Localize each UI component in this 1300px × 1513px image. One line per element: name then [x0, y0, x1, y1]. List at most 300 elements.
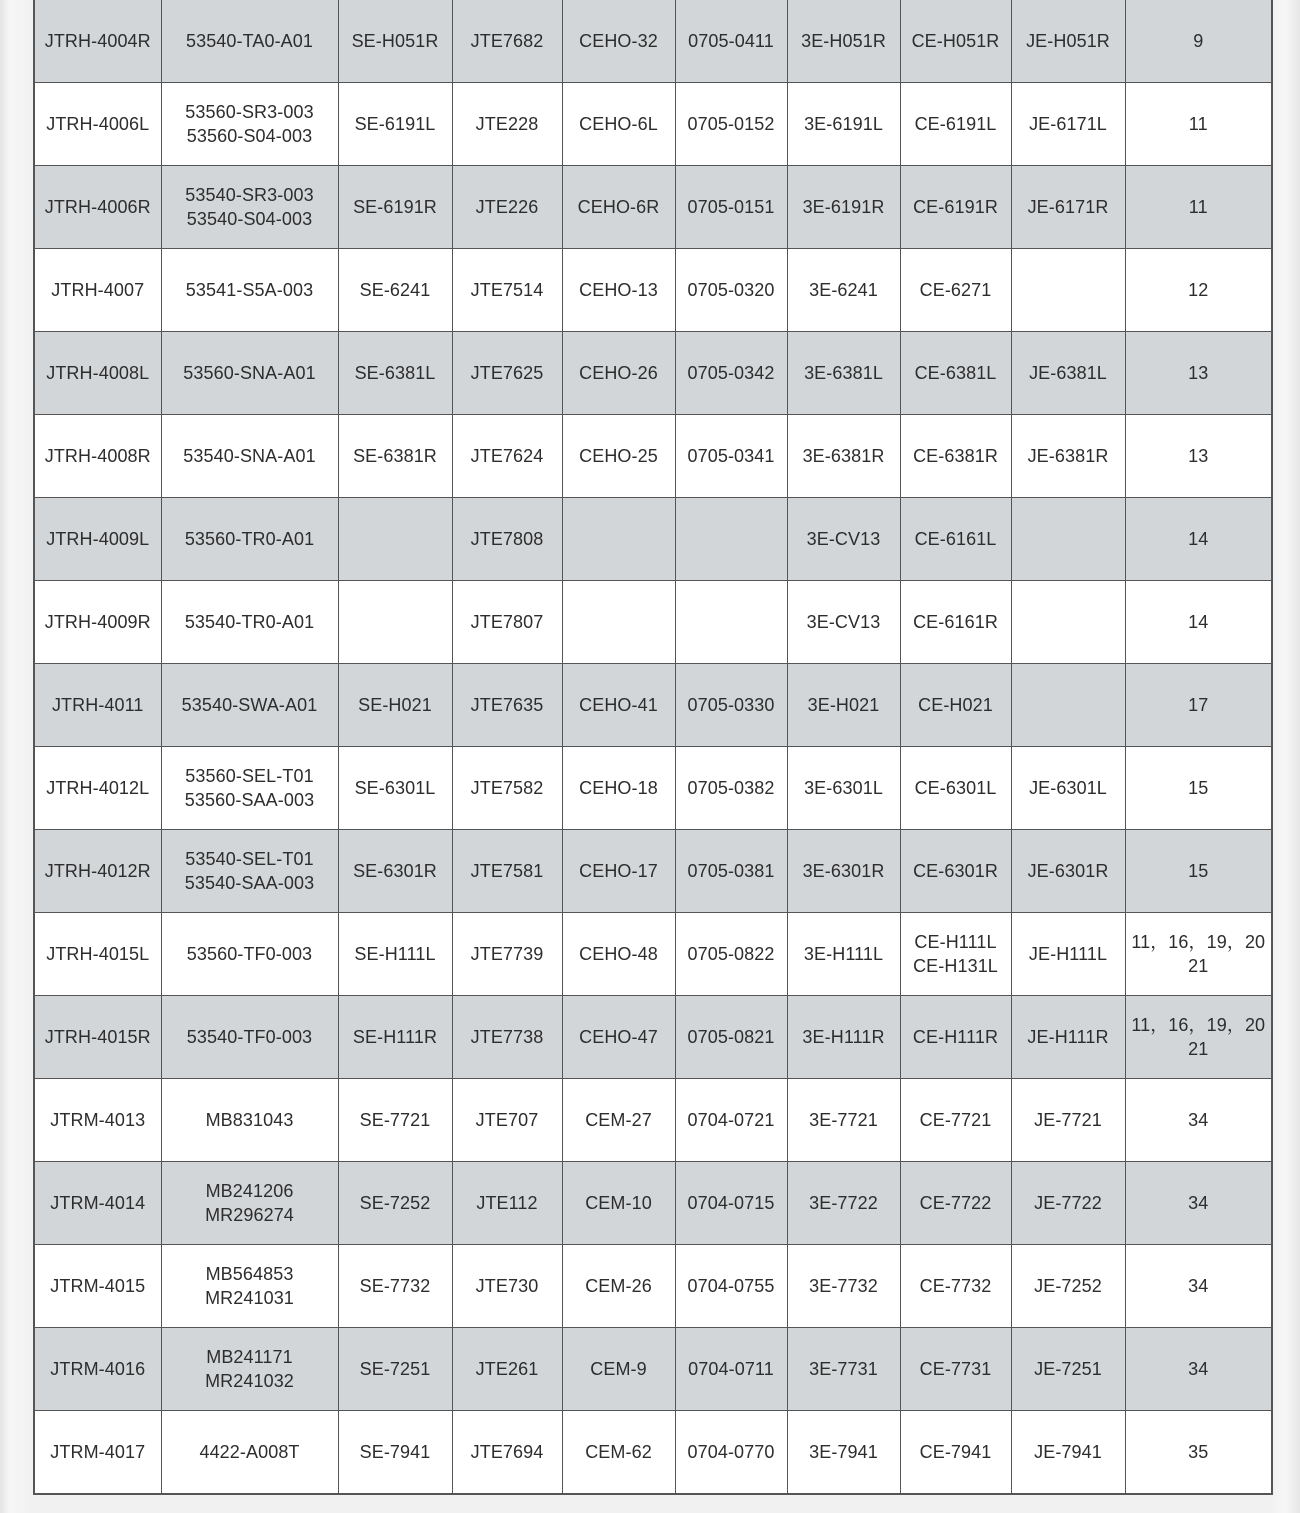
ce-ref-cell [900, 1162, 1011, 1245]
table-row [34, 498, 1272, 581]
cell-text: CE-7721 [919, 1110, 992, 1130]
3e-ref-cell [787, 1079, 900, 1162]
cell-text: JTE7514 [470, 280, 544, 300]
cell-text: JTE7694 [470, 1442, 544, 1462]
cell-text: 0705-0151 [687, 197, 775, 217]
jte-ref-cell [452, 830, 562, 913]
oem-number-cell [161, 249, 338, 332]
table-row [34, 1328, 1272, 1411]
table-body [34, 0, 1272, 1494]
je-ref-cell [1011, 0, 1125, 83]
cell-text: 53540-TA0-A01 [185, 31, 314, 51]
cell-text: 0705-0411 [688, 31, 774, 51]
part-number-cell [34, 83, 161, 166]
table-row [34, 166, 1272, 249]
ce-ref-cell [900, 1328, 1011, 1411]
je-ref-cell [1011, 332, 1125, 415]
ce-ref-cell [900, 166, 1011, 249]
cell-text: MB831043 [205, 1110, 294, 1130]
3e-ref-cell [787, 1328, 900, 1411]
part-number-cell [34, 1245, 161, 1328]
oem-number-cell [161, 415, 338, 498]
ceho-ref-cell [562, 83, 675, 166]
cell-text: CE-H051R [911, 31, 1000, 51]
se-ref-cell [338, 1079, 452, 1162]
cell-text: JE-6171R [1027, 197, 1109, 217]
cell-text: CEHO-13 [579, 280, 658, 300]
cell-text: JE-H111L [1028, 944, 1108, 964]
cell-text: JTRH-4011 [51, 695, 144, 715]
cell-text: 34 [1188, 1276, 1209, 1296]
cell-text: SE-H021 [358, 695, 432, 715]
cell-text: 53540-TR0-A01 [184, 612, 315, 632]
jte-ref-cell [452, 664, 562, 747]
ceho-ref-cell [562, 1411, 675, 1495]
code-ref-cell [675, 1079, 787, 1162]
se-ref-cell [338, 166, 452, 249]
cell-text: JTRH-4009R [44, 612, 151, 632]
3e-ref-cell [787, 1411, 900, 1495]
part-number-cell [34, 664, 161, 747]
cell-text: JTRM-4014 [50, 1193, 146, 1213]
oem-number-cell [161, 913, 338, 996]
3e-ref-cell [787, 332, 900, 415]
page-ref-cell [1125, 1162, 1272, 1245]
code-ref-cell [675, 664, 787, 747]
page-ref-cell [1125, 0, 1272, 83]
je-ref-cell [1011, 415, 1125, 498]
cell-text: CE-6161L [914, 529, 997, 549]
cell-text: JE-6381L [1029, 363, 1107, 383]
cell-text: JTRH-4004R [44, 31, 151, 51]
cell-text: 3E-6381R [802, 446, 885, 466]
cell-text: SE-7721 [359, 1110, 431, 1130]
cell-text: 13 [1188, 363, 1209, 383]
part-number-cell [34, 1162, 161, 1245]
code-ref-cell [675, 0, 787, 83]
jte-ref-cell [452, 166, 562, 249]
cell-text: JTRH-4006R [44, 197, 151, 217]
cell-text: CE-7941 [919, 1442, 992, 1462]
se-ref-cell [338, 1411, 452, 1495]
cell-text: JTRM-4015 [50, 1276, 146, 1296]
cell-text: CEM-9 [590, 1359, 647, 1379]
cell-text: 53540-SWA-A01 [181, 695, 318, 715]
ce-ref-cell [900, 996, 1011, 1079]
ceho-ref-cell [562, 581, 675, 664]
page-ref-cell [1125, 1079, 1272, 1162]
ceho-ref-cell [562, 1162, 675, 1245]
3e-ref-cell [787, 664, 900, 747]
jte-ref-cell [452, 0, 562, 83]
cell-text: JTE7625 [470, 363, 544, 383]
oem-number-cell [161, 830, 338, 913]
cell-text: CE-6381R [913, 446, 998, 466]
cell-text: 3E-H051R [801, 31, 886, 51]
ce-ref-cell [900, 0, 1011, 83]
jte-ref-cell [452, 1162, 562, 1245]
table-row [34, 913, 1272, 996]
cell-text: CE-6161R [913, 612, 998, 632]
ceho-ref-cell [562, 830, 675, 913]
cell-text: JTRM-4016 [50, 1359, 146, 1379]
cell-text: 0705-0382 [687, 778, 775, 798]
je-ref-cell [1011, 581, 1125, 664]
cell-text: 34 [1188, 1193, 1209, 1213]
page-ref-cell [1125, 664, 1272, 747]
ce-ref-cell [900, 1245, 1011, 1328]
cell-text: JTE7738 [470, 1027, 544, 1047]
ceho-ref-cell [562, 1079, 675, 1162]
cell-text: CE-6191R [913, 197, 998, 217]
cell-text: MB564853 [205, 1264, 294, 1284]
table-row [34, 0, 1272, 83]
jte-ref-cell [452, 498, 562, 581]
ce-ref-cell [900, 581, 1011, 664]
cell-text: MR296274 [205, 1205, 294, 1225]
se-ref-cell [338, 830, 452, 913]
3e-ref-cell [787, 581, 900, 664]
cell-text: 3E-7941 [809, 1442, 878, 1462]
se-ref-cell [338, 1245, 452, 1328]
3e-ref-cell [787, 913, 900, 996]
cell-text: JTRH-4009L [46, 529, 150, 549]
code-ref-cell [675, 498, 787, 581]
cell-text: 53560-S04-003 [186, 126, 313, 146]
cell-text: JTE228 [475, 114, 539, 134]
3e-ref-cell [787, 1162, 900, 1245]
cell-text: 53540-S04-003 [186, 209, 313, 229]
cell-text: SE-6191R [353, 197, 437, 217]
cell-text: JE-H051R [1026, 31, 1110, 51]
cell-text: 0705-0330 [687, 695, 775, 715]
ceho-ref-cell [562, 332, 675, 415]
cell-text: 12 [1188, 280, 1209, 300]
cell-text: CE-H111R [912, 1027, 999, 1047]
page-ref-cell [1125, 332, 1272, 415]
je-ref-cell [1011, 1079, 1125, 1162]
cell-text: CEM-26 [585, 1276, 652, 1296]
cell-text: SE-6301R [353, 861, 437, 881]
table-row [34, 996, 1272, 1079]
jte-ref-cell [452, 1245, 562, 1328]
3e-ref-cell [787, 747, 900, 830]
jte-ref-cell [452, 1328, 562, 1411]
cell-text: CEHO-48 [579, 944, 658, 964]
part-number-cell [34, 1079, 161, 1162]
code-ref-cell [675, 249, 787, 332]
table-row [34, 332, 1272, 415]
part-number-cell [34, 166, 161, 249]
table-row [34, 830, 1272, 913]
cell-text: 53560-SNA-A01 [183, 363, 316, 383]
jte-ref-cell [452, 332, 562, 415]
je-ref-cell [1011, 249, 1125, 332]
page-ref-cell [1125, 996, 1272, 1079]
cell-text: 3E-CV13 [806, 529, 881, 549]
part-number-cell [34, 913, 161, 996]
cell-text: SE-H111L [354, 944, 436, 964]
ceho-ref-cell [562, 166, 675, 249]
cell-text: 3E-7732 [809, 1276, 878, 1296]
table-row [34, 83, 1272, 166]
cell-text: CEHO-47 [579, 1027, 658, 1047]
cell-text: 53560-SEL-T01 [185, 766, 314, 786]
cell-text: CE-6301R [913, 861, 998, 881]
code-ref-cell [675, 996, 787, 1079]
part-number-cell [34, 332, 161, 415]
cell-text: 3E-6381L [804, 363, 883, 383]
cell-text: CE-6271 [919, 280, 992, 300]
cell-text: 3E-CV13 [806, 612, 881, 632]
cell-text: 0704-0755 [687, 1276, 775, 1296]
cell-text: CEHO-26 [579, 363, 658, 383]
page-ref-cell [1125, 1328, 1272, 1411]
3e-ref-cell [787, 996, 900, 1079]
page-ref-cell [1125, 747, 1272, 830]
cell-text: JE-7252 [1034, 1276, 1102, 1296]
cell-text: JE-6301R [1027, 861, 1109, 881]
cell-text: CEHO-18 [579, 778, 658, 798]
cell-text: 3E-6191R [802, 197, 885, 217]
jte-ref-cell [452, 996, 562, 1079]
cell-text: 14 [1188, 529, 1209, 549]
oem-number-cell [161, 1245, 338, 1328]
cell-text: JTE7635 [470, 695, 544, 715]
cell-text: JTRH-4015R [44, 1027, 151, 1047]
3e-ref-cell [787, 830, 900, 913]
cell-text: 0705-0320 [687, 280, 775, 300]
ceho-ref-cell [562, 1245, 675, 1328]
se-ref-cell [338, 1328, 452, 1411]
je-ref-cell [1011, 830, 1125, 913]
oem-number-cell [161, 498, 338, 581]
cell-text: 3E-6241 [809, 280, 878, 300]
table-row [34, 1411, 1272, 1495]
ceho-ref-cell [562, 498, 675, 581]
ce-ref-cell [900, 1079, 1011, 1162]
oem-number-cell [161, 581, 338, 664]
cell-text: JTE7682 [470, 31, 544, 51]
cell-text: 0704-0721 [687, 1110, 775, 1130]
table-row [34, 581, 1272, 664]
se-ref-cell [338, 1162, 452, 1245]
cell-text: JTRH-4008L [46, 363, 150, 383]
cell-text: JTRH-4012R [44, 861, 151, 881]
cell-text: 53560-SAA-003 [184, 790, 315, 810]
code-ref-cell [675, 332, 787, 415]
cell-text: JTE7739 [470, 944, 544, 964]
ce-ref-cell [900, 664, 1011, 747]
cell-text: JE-6381R [1027, 446, 1109, 466]
cell-text: JTE7582 [470, 778, 544, 798]
ceho-ref-cell [562, 664, 675, 747]
oem-number-cell [161, 664, 338, 747]
cell-text: CE-H131L [913, 956, 998, 976]
cell-text: JTRH-4007 [51, 280, 145, 300]
code-ref-cell [675, 166, 787, 249]
cell-text: JTRM-4013 [50, 1110, 146, 1130]
cell-text: SE-H111R [352, 1027, 438, 1047]
se-ref-cell [338, 249, 452, 332]
oem-number-cell [161, 1162, 338, 1245]
cell-text: 3E-6191L [804, 114, 883, 134]
cell-text: 53560-TR0-A01 [184, 529, 315, 549]
3e-ref-cell [787, 166, 900, 249]
ceho-ref-cell [562, 0, 675, 83]
cell-text: SE-7941 [359, 1442, 431, 1462]
cell-text: 34 [1188, 1359, 1209, 1379]
table-row [34, 664, 1272, 747]
oem-number-cell [161, 83, 338, 166]
ceho-ref-cell [562, 249, 675, 332]
je-ref-cell [1011, 996, 1125, 1079]
part-number-cell [34, 996, 161, 1079]
cell-text: JTRH-4012L [46, 778, 150, 798]
je-ref-cell [1011, 1245, 1125, 1328]
page-ref-cell [1125, 581, 1272, 664]
cell-text: JTRH-4008R [44, 446, 151, 466]
cell-text: 9 [1193, 31, 1204, 51]
cell-text: 21 [1188, 956, 1209, 976]
je-ref-cell [1011, 83, 1125, 166]
je-ref-cell [1011, 1411, 1125, 1495]
table-row [34, 747, 1272, 830]
code-ref-cell [675, 830, 787, 913]
cell-text: SE-7251 [359, 1359, 431, 1379]
cell-text: 53540-SR3-003 [185, 185, 314, 205]
oem-number-cell [161, 1079, 338, 1162]
ce-ref-cell [900, 415, 1011, 498]
cell-text: JTE730 [475, 1276, 539, 1296]
code-ref-cell [675, 1328, 787, 1411]
cell-text: JE-6301L [1029, 778, 1107, 798]
ceho-ref-cell [562, 1328, 675, 1411]
page-ref-cell [1125, 249, 1272, 332]
3e-ref-cell [787, 1245, 900, 1328]
3e-ref-cell [787, 249, 900, 332]
ceho-ref-cell [562, 996, 675, 1079]
cell-text: JTE707 [475, 1110, 539, 1130]
oem-number-cell [161, 0, 338, 83]
parts-table-wrapper [33, 0, 1271, 1495]
cell-text: MB241171 [206, 1347, 293, 1367]
cell-text: JE-6171L [1029, 114, 1107, 134]
code-ref-cell [675, 1411, 787, 1495]
cell-text: 3E-6301R [802, 861, 885, 881]
cell-text: CE-H021 [918, 695, 993, 715]
cell-text: JE-7941 [1034, 1442, 1102, 1462]
page-ref-cell [1125, 415, 1272, 498]
ceho-ref-cell [562, 747, 675, 830]
cell-text: CEM-10 [585, 1193, 652, 1213]
cell-text: JTE7807 [470, 612, 544, 632]
cell-text: SE-H051R [351, 31, 439, 51]
se-ref-cell [338, 581, 452, 664]
cell-text: 34 [1188, 1110, 1209, 1130]
3e-ref-cell [787, 83, 900, 166]
cell-text: MB241206 [205, 1181, 294, 1201]
cell-text: CEHO-6L [579, 114, 658, 134]
cell-text: 3E-H111L [803, 944, 884, 964]
cell-text: 11，16，19，20 [1131, 932, 1266, 952]
cell-text: JTE7624 [470, 446, 544, 466]
cell-text: 0705-0342 [687, 363, 775, 383]
cell-text: 3E-7731 [809, 1359, 878, 1379]
code-ref-cell [675, 1245, 787, 1328]
part-number-cell [34, 0, 161, 83]
se-ref-cell [338, 498, 452, 581]
cell-text: 0704-0770 [687, 1442, 775, 1462]
ceho-ref-cell [562, 913, 675, 996]
cell-text: 4422-A008T [199, 1442, 300, 1462]
cell-text: CEHO-32 [579, 31, 658, 51]
cell-text: JE-H111R [1027, 1027, 1109, 1047]
cell-text: SE-6241 [359, 280, 431, 300]
ce-ref-cell [900, 747, 1011, 830]
code-ref-cell [675, 913, 787, 996]
part-number-cell [34, 415, 161, 498]
3e-ref-cell [787, 415, 900, 498]
jte-ref-cell [452, 1411, 562, 1495]
cell-text: 11 [1188, 114, 1208, 134]
code-ref-cell [675, 747, 787, 830]
ce-ref-cell [900, 249, 1011, 332]
se-ref-cell [338, 664, 452, 747]
cell-text: MR241032 [205, 1371, 294, 1391]
ceho-ref-cell [562, 415, 675, 498]
page-ref-cell [1125, 1411, 1272, 1495]
cell-text: SE-6301L [354, 778, 436, 798]
oem-number-cell [161, 747, 338, 830]
part-number-cell [34, 747, 161, 830]
cell-text: SE-6191L [354, 114, 436, 134]
code-ref-cell [675, 415, 787, 498]
part-number-cell [34, 249, 161, 332]
part-number-cell [34, 1328, 161, 1411]
cell-text: CEHO-6R [577, 197, 660, 217]
cell-text: 3E-7721 [809, 1110, 878, 1130]
ce-ref-cell [900, 83, 1011, 166]
cell-text: CE-6191L [914, 114, 997, 134]
cell-text: SE-7252 [359, 1193, 431, 1213]
se-ref-cell [338, 747, 452, 830]
code-ref-cell [675, 1162, 787, 1245]
cell-text: CEM-62 [585, 1442, 652, 1462]
cell-text: CE-7731 [919, 1359, 992, 1379]
code-ref-cell [675, 581, 787, 664]
cell-text: 53540-SNA-A01 [183, 446, 316, 466]
je-ref-cell [1011, 913, 1125, 996]
page-ref-cell [1125, 1245, 1272, 1328]
cell-text: 53560-TF0-003 [186, 944, 313, 964]
se-ref-cell [338, 415, 452, 498]
table-row [34, 249, 1272, 332]
ce-ref-cell [900, 913, 1011, 996]
cell-text: 3E-6301L [804, 778, 883, 798]
table-row [34, 1079, 1272, 1162]
je-ref-cell [1011, 664, 1125, 747]
table-row [34, 1162, 1272, 1245]
se-ref-cell [338, 0, 452, 83]
cell-text: 21 [1188, 1039, 1209, 1059]
cell-text: 53540-SAA-003 [184, 873, 315, 893]
page-ref-cell [1125, 830, 1272, 913]
cell-text: 53540-SEL-T01 [185, 849, 314, 869]
page-ref-cell [1125, 166, 1272, 249]
oem-number-cell [161, 1328, 338, 1411]
cell-text: 11，16，19，20 [1131, 1015, 1266, 1035]
